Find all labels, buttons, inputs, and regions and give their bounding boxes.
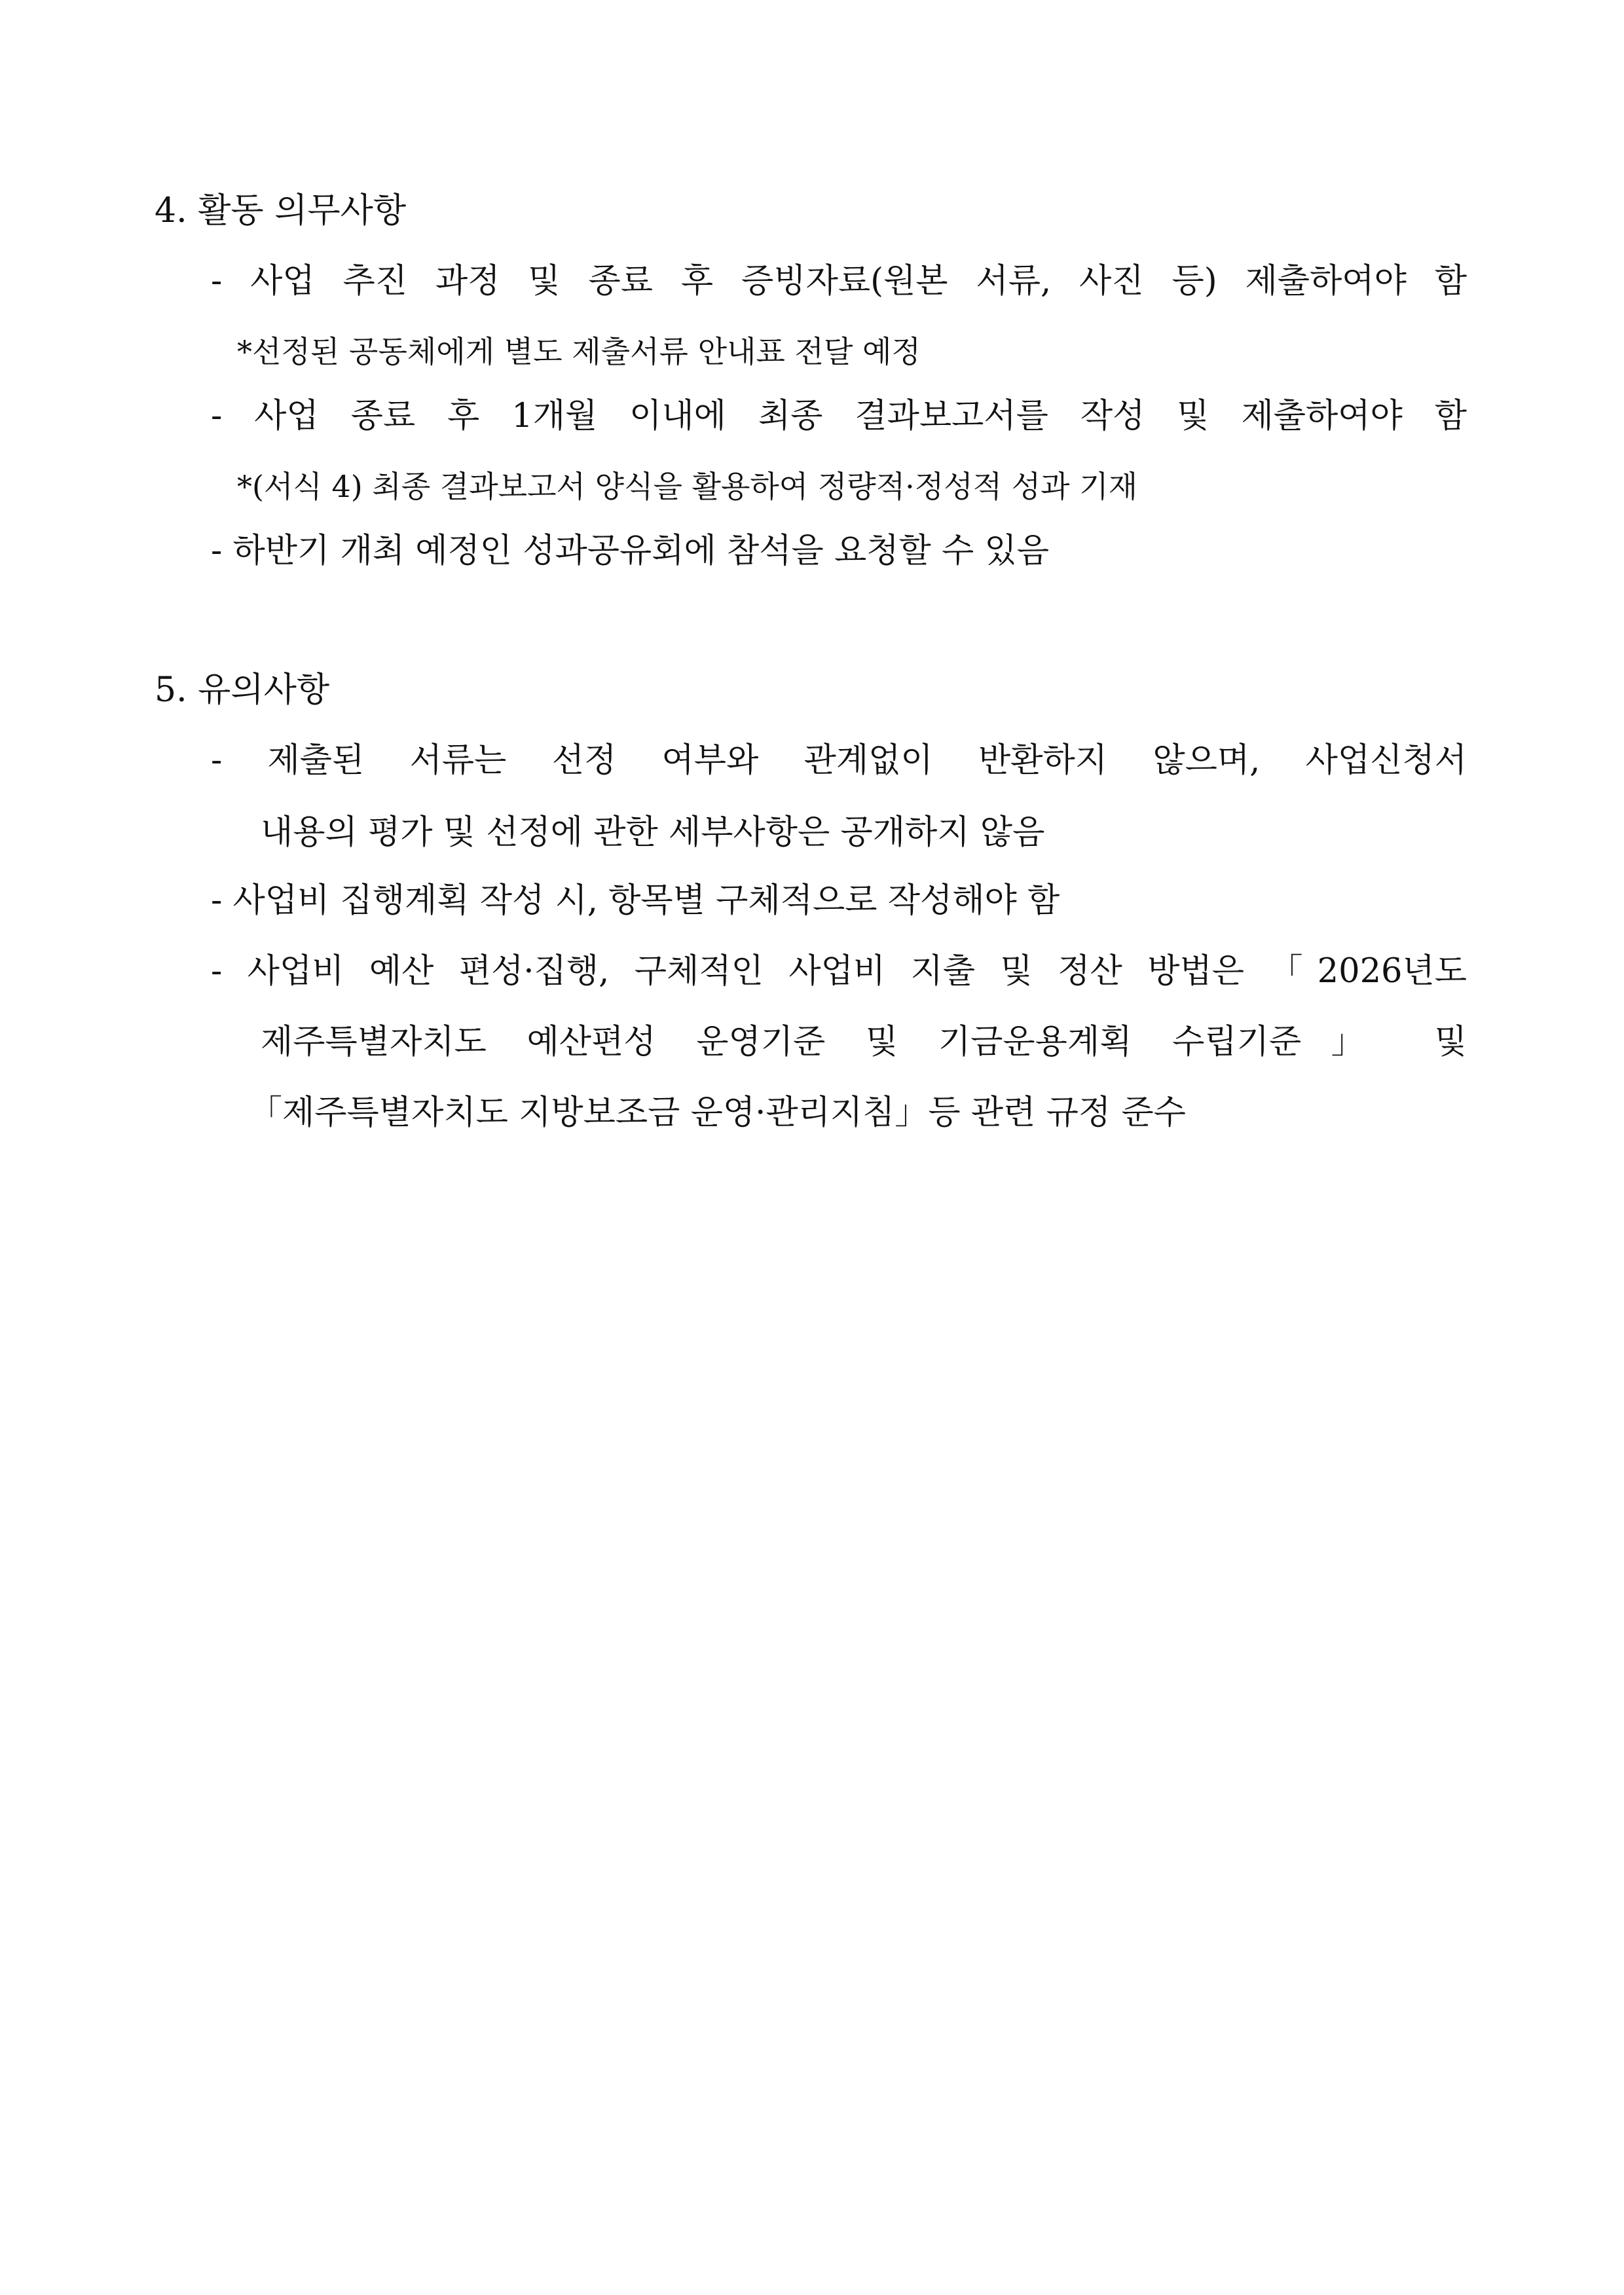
note-final-report-form: *(서식 4) 최종 결과보고서 양식을 활용하여 정량적·정성적 성과 기재 (237, 469, 1138, 504)
note-submission-guide: *선정된 공동체에게 별도 제출서류 안내표 전달 예정 (237, 334, 921, 369)
section-heading-activity-obligations: 4. 활동 의무사항 (155, 191, 407, 230)
list-item-documents-not-returned: - 제출된 서류는 선정 여부와 관계없이 반환하지 않으며, 사업신청서 (211, 741, 1467, 780)
list-item-budget-execution: - 사업비 예산 편성·집행, 구체적인 사업비 지출 및 정산 방법은 「2026년도 (211, 952, 1467, 991)
list-item-budget-plan: - 사업비 집행계획 작성 시, 항목별 구체적으로 작성해야 함 (211, 881, 1060, 920)
list-item-final-report: - 사업 종료 후 1개월 이내에 최종 결과보고서를 작성 및 제출하여야 함 (211, 397, 1467, 435)
list-item-submit-evidence: - 사업 추진 과정 및 종료 후 증빙자료(원본 서류, 사진 등) 제출하여야 함 (211, 262, 1467, 301)
section-heading-precautions: 5. 유의사항 (155, 670, 330, 710)
list-item-performance-sharing: - 하반기 개최 예정인 성과공유회에 참석을 요청할 수 있음 (211, 532, 1050, 570)
list-item-continuation: 내용의 평가 및 선정에 관한 세부사항은 공개하지 않음 (261, 813, 1045, 852)
list-item-continuation: 「제주특별자치도 지방보조금 운영·관리지침」등 관련 규정 준수 (249, 1093, 1186, 1132)
list-item-continuation: 제주특별자치도 예산편성 운영기준 및 기금운용계획 수립기준」 및 (261, 1023, 1467, 1061)
